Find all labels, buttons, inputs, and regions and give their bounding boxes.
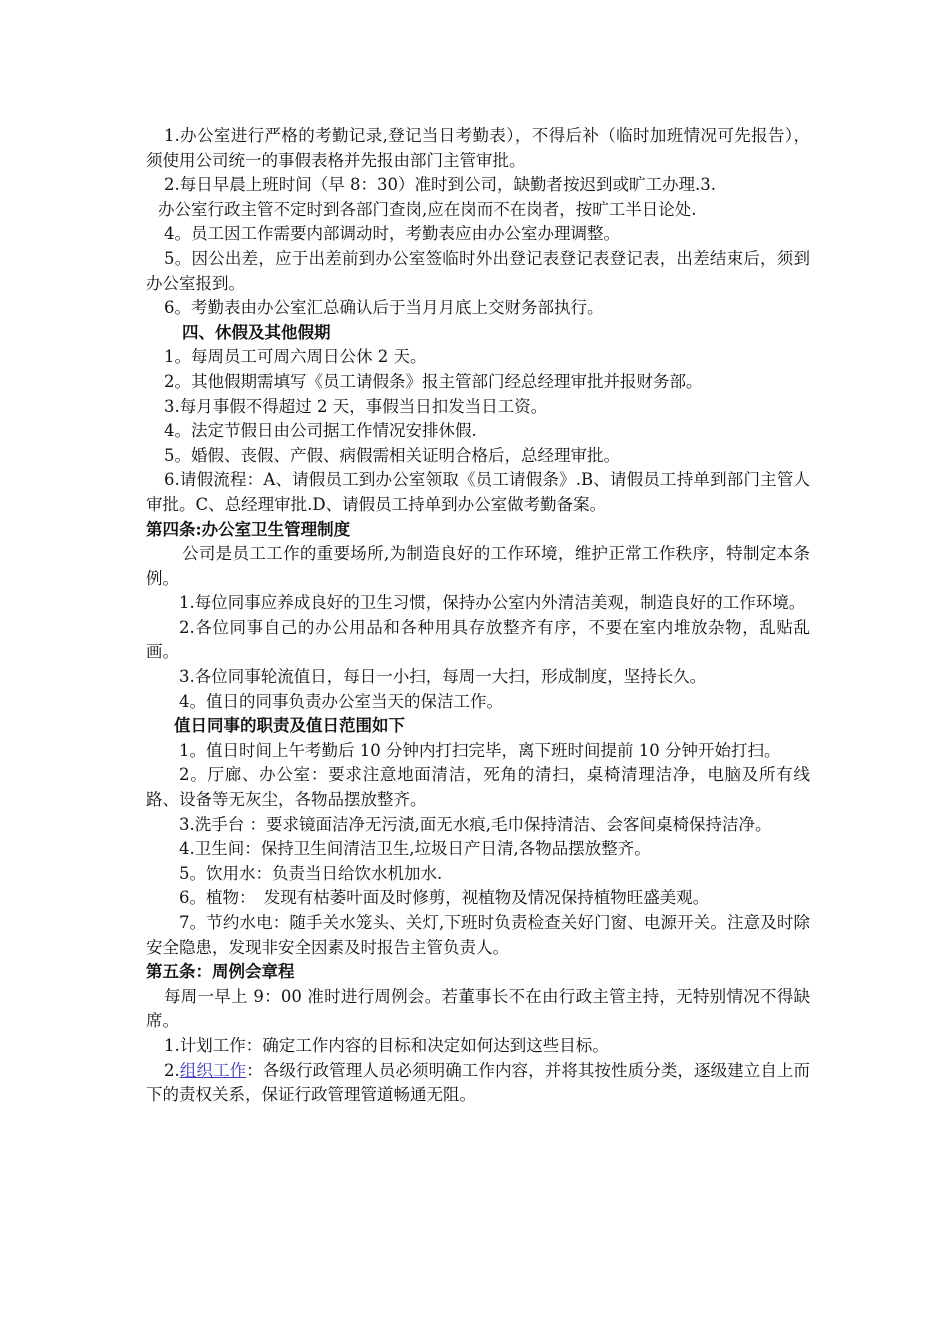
paragraph: 4.卫生间：保持卫生间清洁卫生,垃圾日产日清,各物品摆放整齐。 [179,839,651,859]
paragraph: 3.洗手台 ：要求镜面洁净无污渍,面无水痕,毛巾保持清洁、会客间桌椅保持洁净。 [179,814,772,834]
article-heading: 第四条:办公室卫生管理制度 [146,519,351,539]
paragraph: 2。其他假期需填写《员工请假条》报主管部门经总经理审批并报财务部。 [164,371,703,391]
paragraph: 1.计划工作：确定工作内容的目标和决定如何达到这些目标。 [164,1035,609,1055]
paragraph: 1.每位同事应养成良好的卫生习惯，保持办公室内外清洁美观，制造良好的工作环境。 [179,593,806,613]
paragraph: 2。厅廊、办公室：要求注意地面清洁，死角的清扫，桌椅清理洁净，电脑及所有线路、设备等无灰尘，各物品摆放整齐。 [146,765,810,810]
paragraph: 5。因公出差，应于出差前到办公室签临时外出登记表登记表登记表，出差结束后，须到办公室报到。 [146,248,810,293]
paragraph: 办公室行政主管不定时到各部门查岗,应在岗而不在岗者，按旷工半日论处. [158,199,697,219]
paragraph: 1。值日时间上午考勤后 10 分钟内打扫完毕，离下班时间提前 10 分钟开始打扫。 [179,740,781,760]
paragraph: 公司是员工工作的重要场所,为制造良好的工作环境，维护正常工作秩序，特制定本条例。 [146,544,810,588]
paragraph: 1.办公室进行严格的考勤记录,登记当日考勤表），不得后补（临时加班情况可先报告），须使用公司统一的事假表格并先报由部门主管审批。 [146,126,810,170]
organize-work-link[interactable]: 组织工作 [179,1060,247,1080]
paragraph: 2.各位同事自己的办公用品和各种用具存放整齐有序，不要在室内堆放杂物，乱贴乱画。 [146,617,810,662]
section-heading: 值日同事的职责及值日范围如下 [174,716,405,736]
paragraph: 7。节约水电：随手关水笼头、关灯,下班时负责检查关好门窗、电源开关。注意及时除安全隐患，发现非安全因素及时报告主管负责人。 [146,913,810,957]
paragraph: 3.每月事假不得超过 2 天，事假当日扣发当日工资。 [164,396,548,416]
paragraph-prefix: 2. [164,1060,180,1080]
paragraph: 5。婚假、丧假、产假、病假需相关证明合格后，总经理审批。 [164,445,620,465]
paragraph: 每周一早上 9：00 准时进行周例会。若董事长不在由行政主管主持，无特别情况不得缺席。 [146,986,810,1031]
document-body [146,124,810,1108]
paragraph: 5。饮用水：负责当日给饮水机加水. [179,863,443,883]
paragraph: 6。植物： 发现有枯萎叶面及时修剪，视植物及情况保持植物旺盛美观。 [179,888,710,908]
paragraph: 6.请假流程：A、请假员工到办公室领取《员工请假条》.B、请假员工持单到部门主管人审批。C、总经理审批.D、请假员工持单到办公室做考勤备案。 [146,470,810,514]
paragraph: 3.各位同事轮流值日，每日一小扫，每周一大扫，形成制度，坚持长久。 [179,667,707,687]
paragraph: 6。考勤表由办公室汇总确认后于当月月底上交财务部执行。 [164,298,604,318]
paragraph: 4。员工因工作需要内部调动时，考勤表应由办公室办理调整。 [164,224,620,244]
paragraph: 1。每周员工可周六周日公休 2 天。 [164,347,427,367]
paragraph: 2.每日早晨上班时间（早 8：30）准时到公司，缺勤者按迟到或旷工办理.3. [164,175,716,195]
paragraph-suffix: ：各级行政管理人员必须明确工作内容，并将其按性质分类，逐级建立自上而下的责权关系，保证行政管理管道畅通无阻。 [146,1060,811,1105]
paragraph: 4。值日的同事负责办公室当天的保洁工作。 [179,691,503,711]
paragraph: 4。法定节假日由公司据工作情况安排休假. [164,421,477,441]
section-heading: 四、休假及其他假期 [182,322,331,342]
paragraph-with-link [146,1059,810,1108]
article-heading: 第五条：周例会章程 [146,962,295,982]
